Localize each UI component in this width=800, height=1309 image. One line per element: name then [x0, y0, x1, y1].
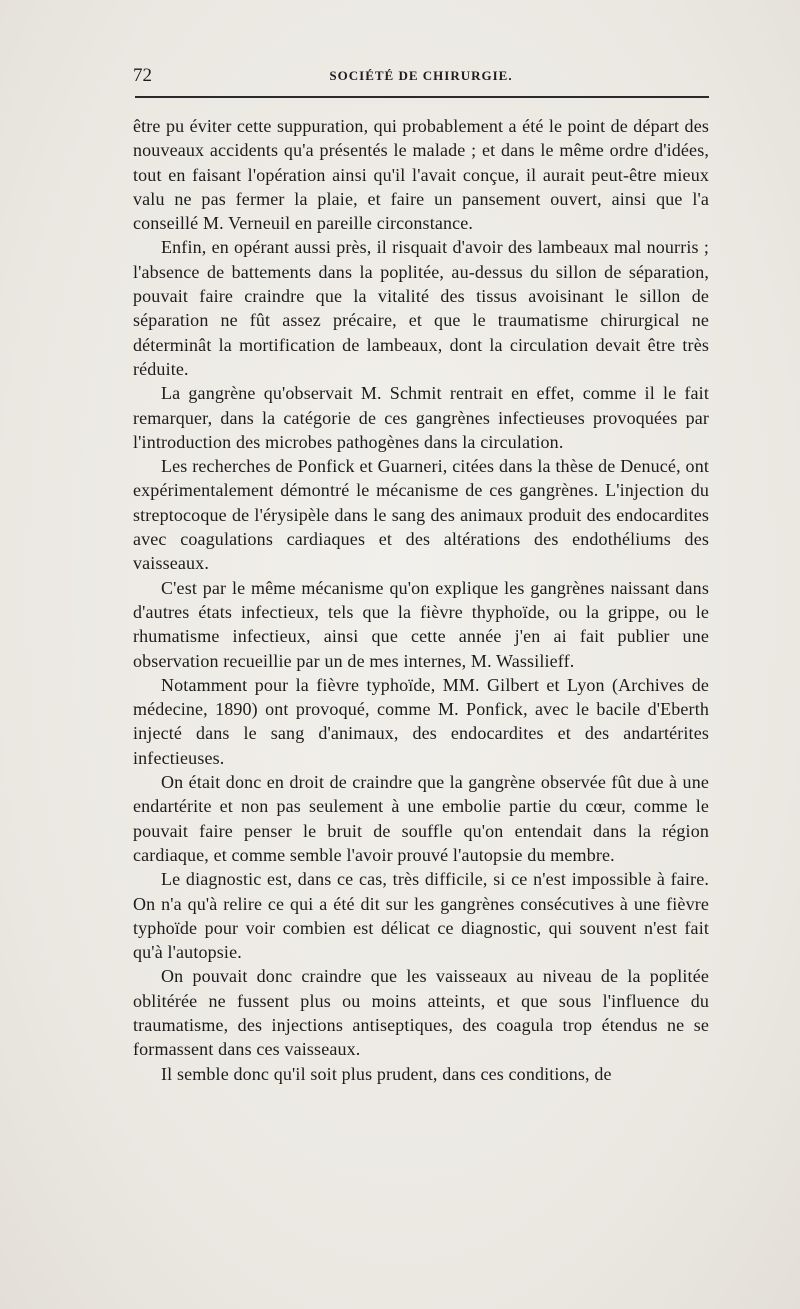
page-number: 72	[133, 65, 152, 86]
body-text	[133, 114, 709, 1086]
paragraph: être pu éviter cette suppuration, qui probablement a été le point de départ des nouveaux accidents qu'a présentés le malade ; et dans le même ordre d'idées, tout en faisant l'opération ainsi qu'il l'avait conçue, il aurait peut-être mieux valu ne pas fermer la plaie, et faire un pansement ouvert, ainsi que l'a conseillé M. Verneuil en pareille circonstance.	[133, 116, 709, 234]
running-head: SOCIÉTÉ DE CHIRURGIE.	[329, 68, 513, 83]
paragraph: La gangrène qu'observait M. Schmit rentrait en effet, comme il le fait remarquer, dans la catégorie de ces gangrènes infectieuses provoquées par l'introduction des microbes pathogènes dans la circulation.	[133, 383, 709, 452]
paragraph: Le diagnostic est, dans ce cas, très difficile, si ce n'est impossible à faire. On n'a qu'à relire ce qui a été dit sur les gangrènes consécutives à une fièvre typhoïde pour voir combien est délicat ce diagnostic, qui souvent n'est fait qu'à l'autopsie.	[133, 869, 709, 963]
paragraph: Notamment pour la fièvre typhoïde, MM. Gilbert et Lyon (Archives de médecine, 1890) ont provoqué, comme M. Ponfick, avec le bacile d'Eberth injecté dans le sang d'animaux, des endocardites et des andartérites infectieuses.	[133, 674, 709, 768]
paragraph: On pouvait donc craindre que les vaisseaux au niveau de la poplitée oblitérée ne fussent plus ou moins atteints, et que sous l'influence du traumatisme, des injections antiseptiques, des coagula trop étendus ne se formassent dans ces vaisseaux.	[133, 966, 709, 1060]
paragraph: Il semble donc qu'il soit plus prudent, dans ces conditions, de	[161, 1063, 612, 1084]
paragraph: Enfin, en opérant aussi près, il risquait d'avoir des lambeaux mal nourris ; l'absence de battements dans la poplitée, au-dessus du sillon de séparation, pouvait faire craindre que la vitalité des tissus avoisinant le sillon de séparation ne fût assez précaire, et que le traumatisme chirurgical ne déterminât la mortification de lambeaux, dont la circulation devait être très réduite.	[133, 237, 709, 379]
page-header	[133, 64, 709, 88]
paragraph: Les recherches de Ponfick et Guarneri, citées dans la thèse de Denucé, ont expérimentalement démontré le mécanisme de ces gangrènes. L'injection du streptocoque de l'érysipèle dans le sang des animaux produit des endocardites avec coagulations cardiaques et des altérations des endothéliums des vaisseaux.	[133, 456, 709, 574]
header-rule	[135, 96, 709, 98]
paragraph: C'est par le même mécanisme qu'on explique les gangrènes naissant dans d'autres états infectieux, tels que la fièvre thyphoïde, ou la grippe, ou le rhumatisme infectieux, ainsi que cette année j'en ai fait publier une observation recueillie par un de mes internes, M. Wassilieff.	[133, 577, 709, 671]
paragraph: On était donc en droit de craindre que la gangrène observée fût due à une endartérite et non pas seulement à une embolie partie du cœur, comme le pouvait faire penser le bruit de souffle qu'on entendait dans la région cardiaque, et comme semble l'avoir prouvé l'autopsie du membre.	[133, 772, 709, 865]
